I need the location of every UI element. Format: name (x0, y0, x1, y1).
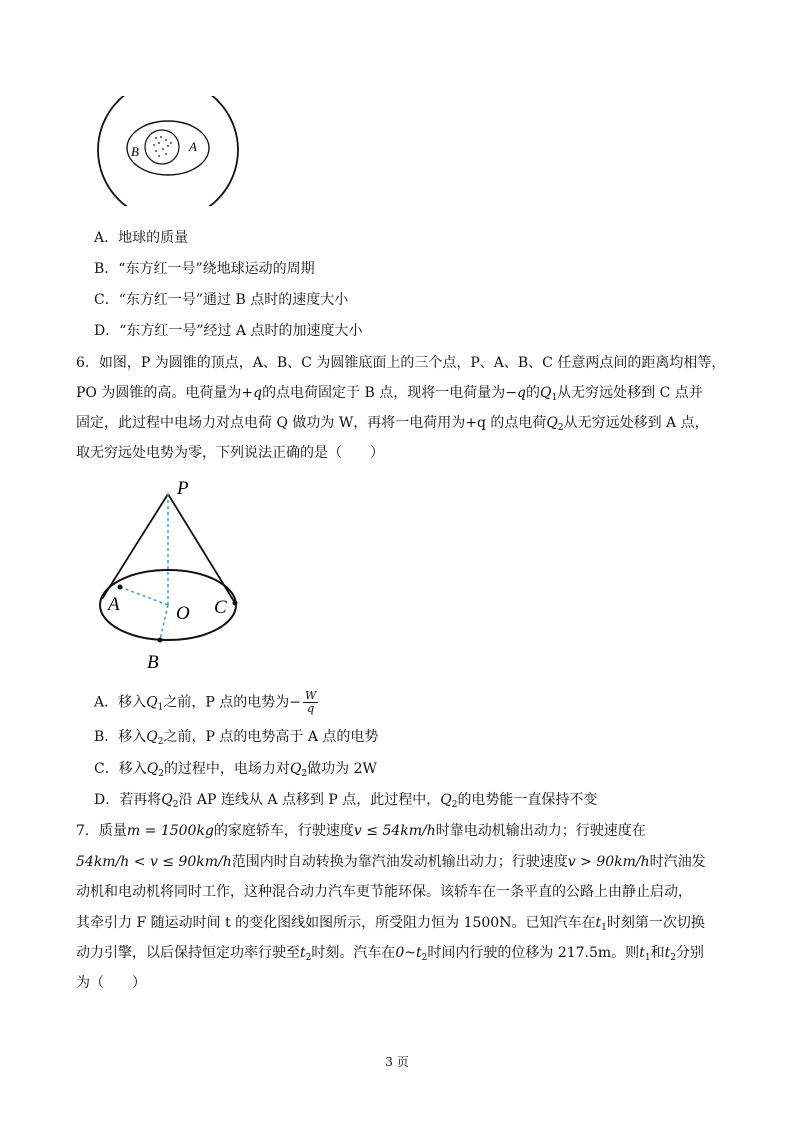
q7-stem-line-6: 为（ ） (76, 975, 146, 991)
cone-right-edge (168, 494, 235, 603)
q7-stem-line-3: 动机和电动机将同时工作，这种混合动力汽车更节能环保。该轿车在一条平直的公路上由静止启动， (76, 884, 692, 900)
q6-stem-line-1: 6．如图，P 为圆锥的顶点，A、B、C 为圆锥底面上的三个点，P、A、B、C 任意两点间的距离均相等， (76, 355, 726, 371)
q7-stem-line-5: 动力引擎，以后保持恒定功率行驶至$t_2$时刻。汽车在$0\sim t_2$时间内行驶的位移为 217.5m。则$t_1$和$t_2$分别 (76, 945, 704, 963)
orbit-label-b: B (131, 144, 139, 159)
q6-option-d: D．若再将$Q_2$沿 AP 连线从 A 点移到 P 点，此过程中，$Q_2$的电势能一直保持不变 (94, 792, 598, 810)
q7-stem-line-2: 54km/h < v ≤ 90km/h范围内时自动转换为靠汽油发动机输出动力；行驶速度v > 90km/h时汽油发 (76, 854, 706, 870)
q7-stem-line-1: 7．质量m = 1500kg的家庭轿车，行驶速度v ≤ 54km/h时靠电动机输出动力；行驶速度在 (76, 823, 646, 839)
earth-circle (145, 130, 179, 164)
cone-label-c: C (214, 597, 227, 618)
q5-option-a: A．地球的质量 (94, 230, 189, 246)
orbit-label-a: A (189, 139, 197, 154)
q5-option-b: B．“东方红一号”绕地球运动的周期 (94, 261, 315, 277)
cone-label-o: O (176, 603, 190, 624)
earth-outer-circle (98, 96, 238, 206)
segment-ob-dashed (160, 605, 168, 640)
q6-option-c: C．移入$Q_2$的过程中，电场力对$Q_2$做功为 2W (94, 761, 377, 779)
cone-label-b: B (147, 652, 159, 672)
page-number: 3 页 (385, 1055, 409, 1069)
earth-dots (153, 136, 172, 157)
q6-option-b: B．移入$Q_2$之前，P 点的电势高于 A 点的电势 (94, 729, 379, 747)
q6-stem-line-2: PO 为圆锥的高。电荷量为+q的点电荷固定于 B 点，现将一电荷量为−q的$Q_1$从无穷远处移到 C 点并 (76, 385, 703, 403)
q6-stem-line-3: 固定，此过程中电场力对点电荷 Q 做功为 W，再将一电荷用为+q 的点电荷$Q_2$从无穷远处移到 A 点， (76, 415, 709, 433)
point-c-dot (233, 601, 238, 606)
segment-ao-dashed (120, 587, 168, 605)
cone-label-a: A (108, 594, 120, 615)
q6-option-a: A．移入$Q_1$之前，P 点的电势为− $\frac{W}{q}$ (94, 689, 317, 715)
orbit-figure (96, 96, 246, 206)
q6-stem-line-4: 取无穷远处电势为零，下列说法正确的是（ ） (76, 445, 384, 461)
cone-left-edge (102, 494, 168, 599)
q7-stem-line-4: 其牵引力 F 随运动时间 t 的变化图线如图所示，所受阻力恒为 1500N。已知汽车在$t_1$时刻第一次切换 (76, 915, 705, 933)
fraction-w-over-q: $\frac{W}{q}$ (304, 689, 317, 715)
q5-option-d: D．“东方红一号”经过 A 点时的加速度大小 (94, 323, 363, 339)
point-b-dot (158, 638, 163, 643)
point-a-dot (118, 585, 123, 590)
q5-option-c: C．“东方红一号”通过 B 点时的速度大小 (94, 292, 349, 308)
cone-figure (95, 472, 255, 672)
cone-label-p: P (177, 478, 189, 499)
